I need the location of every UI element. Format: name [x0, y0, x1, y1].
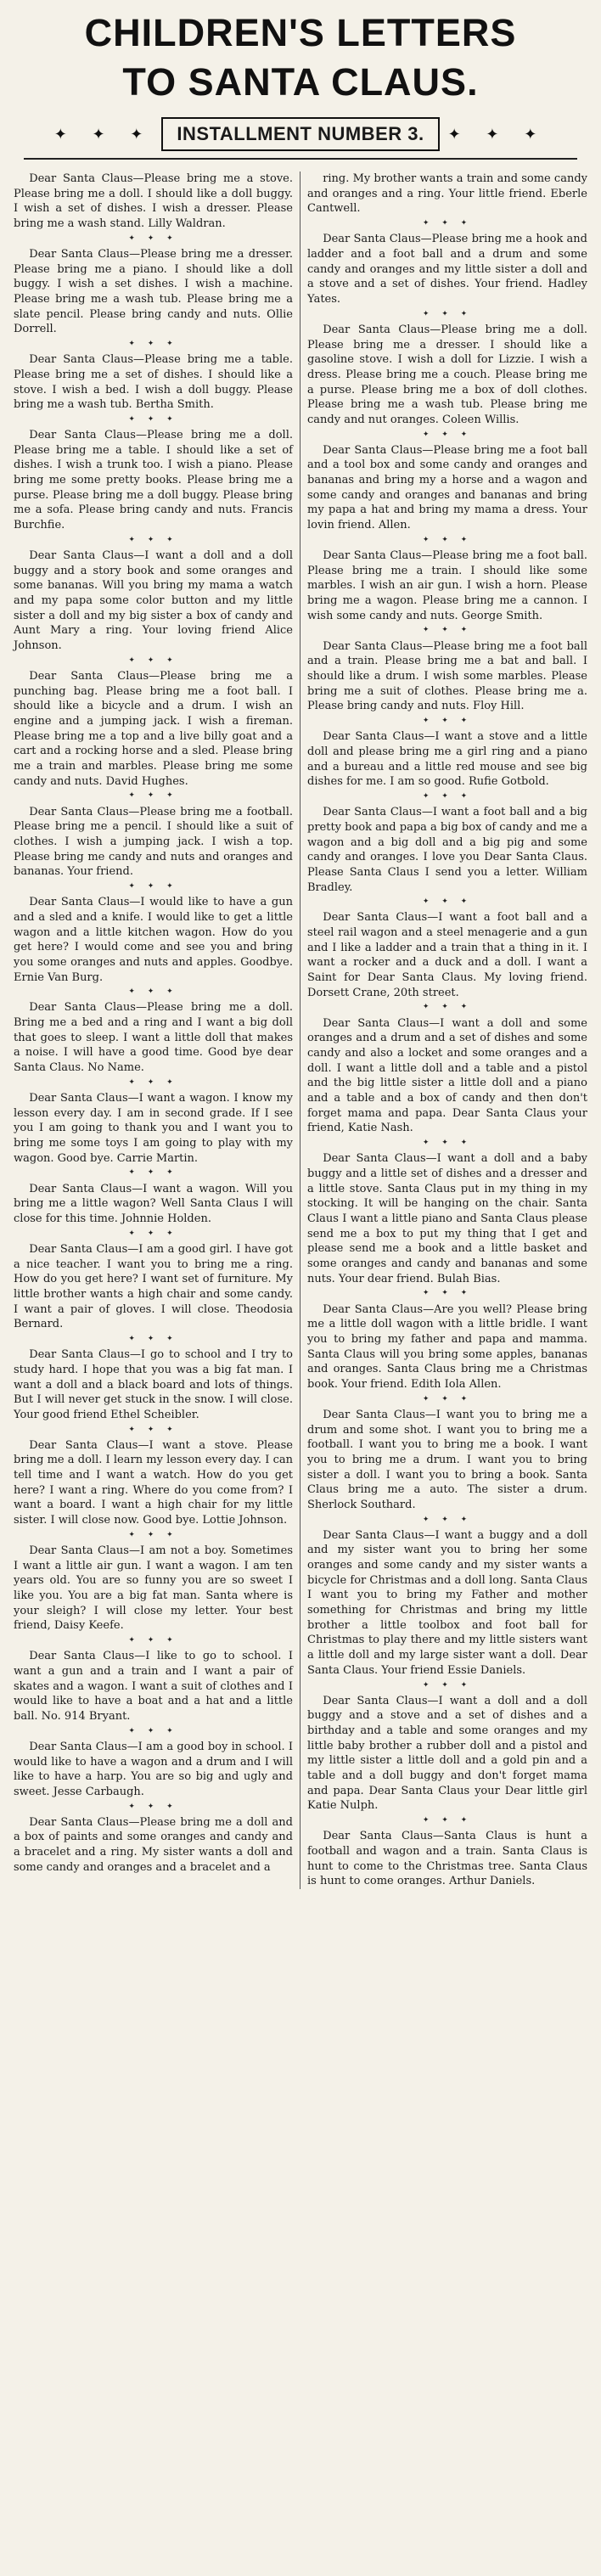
letter-paragraph: Dear Santa Claus—I am a good girl. I have got a nice teacher. I want you to bring me a ring. How do you get here? I want set of furniture. My little brother wants a high chair and some candy. I want a pair of gloves. I will close. Theodosia Bernard.	[14, 1242, 293, 1331]
star-separator: ✦ ✦ ✦	[422, 1394, 473, 1403]
star-separator: ✦ ✦ ✦	[128, 1334, 178, 1343]
star-separator: ✦ ✦ ✦	[128, 987, 178, 997]
star-separator: ✦ ✦ ✦	[128, 414, 178, 424]
star-separator: ✦ ✦ ✦	[422, 535, 473, 544]
star-separator: ✦ ✦ ✦	[422, 626, 473, 635]
star-separator: ✦ ✦ ✦	[422, 717, 473, 725]
star-separator: ✦ ✦ ✦	[128, 1077, 178, 1087]
ornament-left: ✦ ✦ ✦	[53, 125, 154, 143]
letter-paragraph: Dear Santa Claus—I want a stove. Please bring me a doll. I learn my lesson every day. I can tell time and I want a watch. How do you get here? I want a ring. Where do you come from? I want a board. I want a high chair for my little sister. I will close now. Good bye. Lottie Johnson.	[14, 1438, 293, 1527]
letter-paragraph: Dear Santa Claus—I want a doll and a baby buggy and a little set of dishes and a dresser and a little stove. Santa Claus put in my thing in my stocking. It will be hanging on the chair. Santa Claus I want a little piano and Santa Claus please send me a box to put my thing that I get and please send me a book and a little basket and some oranges and candy and bananas and some nuts. Your dear friend. Bulah Bias.	[307, 1152, 587, 1285]
left-column	[7, 172, 300, 1889]
letter-paragraph: Dear Santa Claus—I want a foot ball and a steel rail wagon and a steel menagerie and a gun and I like a ladder and a train that a thing in it. I want a rocker and a duck and a doll. I want a Saint for Dear Santa Claus. My loving friend. Dorsett Crane, 20th street.	[307, 911, 587, 999]
star-separator: ✦ ✦ ✦	[422, 1680, 473, 1690]
letter-paragraph: Dear Santa Claus—I like to go to school. I want a gun and a train and I want a pair of skates and a wagon. I want a suit of clothes and I would like to have a boat and a hat and a little ball. No. 914 Bryant.	[14, 1650, 293, 1723]
star-separator: ✦ ✦ ✦	[422, 309, 473, 318]
letter-paragraph: Dear Santa Claus—Please bring me a doll. Please bring me a dresser. I should like a gasoline stove. I wish a doll for Lizzie. I wish a dress. Please bring me a couch. Please bring me a purse. Please bring me a box of doll clothes. Please bring me a wash tub. Please bring me candy and nut oranges. Coleen Willis.	[307, 323, 587, 426]
star-separator: ✦ ✦ ✦	[422, 1515, 473, 1524]
star-separator: ✦ ✦ ✦	[422, 219, 473, 228]
star-separator: ✦ ✦ ✦	[128, 1229, 178, 1238]
star-separator: ✦ ✦ ✦	[128, 1726, 178, 1735]
letter-paragraph: Dear Santa Claus—Please bring me a foot ball and a train. Please bring me a bat and ball. I should like a drum. I wish some marbles. Please bring me a suit of clothes. Please bring me a. Please bring candy and nuts. Floy Hill.	[307, 639, 587, 713]
letter-paragraph: Dear Santa Claus—Please bring me a football. Please bring me a pencil. I should like a suit of clothes. I wish a jumping jack. I wish a top. Please bring me candy and nuts and oranges and bananas. Your friend.	[14, 805, 293, 879]
letter-paragraph: Dear Santa Claus—Please bring me a doll. Bring me a bed and a ring and I want a big doll that goes to sleep. I want a little doll that makes a noise. I will have a good time. Good bye dear Santa Claus. No Name.	[14, 1001, 293, 1075]
right-column	[300, 172, 594, 1889]
star-separator: ✦ ✦ ✦	[128, 1425, 178, 1434]
star-separator: ✦ ✦ ✦	[128, 535, 178, 544]
star-separator: ✦ ✦ ✦	[128, 881, 178, 891]
letter-paragraph: Dear Santa Claus—I am not a boy. Sometimes I want a little air gun. I want a wagon. I am ten years old. You are so funny you are so sweet I like you. You are a big fat man. Santa where is your sleigh? I will close my letter. Your best friend, Daisy Keefe.	[14, 1544, 293, 1633]
ornament-right: ✦ ✦ ✦	[447, 125, 548, 143]
installment-banner	[7, 115, 594, 153]
star-separator: ✦ ✦ ✦	[128, 1168, 178, 1178]
letter-paragraph: Dear Santa Claus—I am a good boy in school. I would like to have a wagon and a drum and I will like to have a harp. You are so big and ugly and sweet. Jesse Carbaugh.	[14, 1740, 293, 1798]
letter-paragraph: Dear Santa Claus—I want a wagon. I know my lesson every day. I am in second grade. If I see you I am going to thank you and I want you to bring me some toys I am going to play with my wagon. Good bye. Carrie Martin.	[14, 1092, 293, 1165]
letter-paragraph: Dear Santa Claus—Santa Claus is hunt a football and wagon and a train. Santa Claus is hunt to come to the Christmas tree. Santa Claus is hunt to come oranges. Arthur Daniels.	[307, 1830, 587, 1888]
letter-paragraph: Dear Santa Claus—I want a buggy and a doll and my sister want you to bring her some oranges and some candy and my sister wants a bicycle for Christmas and a doll long. Santa Claus I want you to bring my Father and mother something for Christmas and bring my little brother a little toolbox and foot ball for Christmas to play there and my little sisters want a little doll and my large sister want a doll. Dear Santa Claus. Your friend Essie Daniels.	[307, 1528, 587, 1677]
letter-paragraph: Dear Santa Claus—Please bring me a stove. Please bring me a doll. I should like a doll buggy. I wish a set of dishes. I wish a dresser. Please bring me a wash stand. Lilly Waldran.	[14, 172, 293, 231]
star-separator: ✦ ✦ ✦	[422, 1289, 473, 1298]
letter-paragraph: Dear Santa Claus—I want a wagon. Will you bring me a little wagon? Well Santa Claus I will close for this time. Johnnie Holden.	[14, 1182, 293, 1225]
letter-paragraph: Dear Santa Claus—I want a stove and a little doll and please bring me a girl ring and a piano and a bureau and a little red mouse and see big dishes for me. I am so good. Rufie Gotbold.	[307, 730, 587, 789]
headline-line-1: CHILDREN'S LETTERS	[84, 11, 517, 54]
letter-paragraph: Dear Santa Claus—Please bring me a foot ball and a tool box and some candy and oranges and bananas and bring my a horse and a wagon and some candy and oranges and bananas and bring my papa a hat and bring my mama a dress. Your lovin friend. Allen.	[307, 443, 587, 532]
letter-paragraph: Dear Santa Claus—I would like to have a gun and a sled and a knife. I would like to get a little wagon and a little kitchen wagon. How do you get here? I would come and see you and bring you some oranges and nuts and apples. Goodbye. Ernie Van Burg.	[14, 896, 293, 984]
letter-paragraph: Dear Santa Claus—Please bring me a dresser. Please bring me a piano. I should like a doll buggy. I wish a set dishes. I wish a machine. Please bring me a wash tub. Please bring me a slate pencil. Please bring candy and nuts. Ollie Dorrell.	[14, 247, 293, 336]
star-separator: ✦ ✦ ✦	[422, 430, 473, 439]
letter-paragraph: Dear Santa Claus—Please bring me a doll. Please bring me a table. I should like a set of dishes. I wish a trunk too. I wish a piano. Please bring me some pretty books. Please bring me a purse. Please bring me a doll buggy. Please bring me a sofa. Please bring candy and nuts. Francis Burchfie.	[14, 429, 293, 532]
article-columns	[7, 172, 594, 1889]
star-separator: ✦ ✦ ✦	[422, 1003, 473, 1012]
letter-paragraph: Dear Santa Claus—Please bring me a hook and ladder and a foot ball and a drum and some candy and oranges and my little sister a doll and a stove and a set of dishes. Your friend. Hadley Yates.	[307, 233, 587, 306]
letter-paragraph: Dear Santa Claus—I go to school and I try to study hard. I hope that you was a big fat man. I want a doll and a black board and lots of things. But I will never get stuck in the snow. I will close. Your good friend Ethel Scheibler.	[14, 1348, 293, 1421]
star-separator: ✦ ✦ ✦	[422, 1139, 473, 1148]
star-separator: ✦ ✦ ✦	[128, 339, 178, 348]
header-rule	[24, 158, 577, 160]
star-separator: ✦ ✦ ✦	[422, 897, 473, 907]
letter-paragraph: Dear Santa Claus—Please bring me a doll and a box of paints and some oranges and candy and a bracelet and a ring. My sister wants a doll and some candy and oranges and a bracelet and a	[14, 1815, 293, 1874]
letter-paragraph: Dear Santa Claus—Please bring me a table. Please bring me a set of dishes. I should like a stove. I wish a bed. I wish a doll buggy. Please bring me a wash tub. Bertha Smith.	[14, 353, 293, 412]
letter-paragraph: Dear Santa Claus—I want a foot ball and a big pretty book and papa a big box of candy and me a wagon and a big doll and a big pig and some candy and oranges. I love you Dear Santa Claus. Please Santa Claus I send you a letter. William Bradley.	[307, 806, 587, 894]
star-separator: ✦ ✦ ✦	[128, 233, 178, 243]
star-separator: ✦ ✦ ✦	[128, 1802, 178, 1811]
letter-paragraph: Dear Santa Claus—I want a doll and a doll buggy and a story book and some oranges and some bananas. Will you bring my mama a watch and my papa some color button and my little sister a doll and my big sister a box of candy and Aunt Mary a ring. Your loving friend Alice Johnson.	[14, 549, 293, 653]
letter-paragraph: Dear Santa Claus—Please bring me a foot ball. Please bring me a train. I should like some marbles. I wish an air gun. I wish a horn. Please bring me a wagon. Please bring me a cannon. I wish some candy and nuts. George Smith.	[307, 549, 587, 622]
star-separator: ✦ ✦ ✦	[128, 1636, 178, 1645]
star-separator: ✦ ✦ ✦	[422, 791, 473, 801]
installment-label: INSTALLMENT NUMBER 3.	[161, 117, 439, 151]
letter-paragraph: Dear Santa Claus—Are you well? Please bring me a little doll wagon with a little bridle. I want you to bring my father and papa and mamma. Santa Claus will you bring some apples, bananas and oranges. Santa Claus bring me a Christmas book. Your friend. Edith Iola Allen.	[307, 1302, 587, 1391]
headline-line-2: TO SANTA CLAUS.	[122, 60, 479, 104]
headline	[7, 0, 594, 107]
letter-paragraph: Dear Santa Claus—Please bring me a punching bag. Please bring me a foot ball. I should like a bicycle and a drum. I wish an engine and a jumping jack. I wish a fireman. Please bring me a top and a live billy goat and a cart and a rocking horse and a sled. Please bring me a train and marbles. Please bring me some candy and nuts. David Hughes.	[14, 669, 293, 788]
letter-paragraph: Dear Santa Claus—I want you to bring me a drum and some shot. I want you to bring me a football. I want you to bring me a book. I want you to bring me a drum. I want you to bring sister a doll. I want you to bring a book. Santa Claus bring me a auto. The sister a drum. Sherlock Southard.	[307, 1408, 587, 1511]
star-separator: ✦ ✦ ✦	[422, 1816, 473, 1825]
star-separator: ✦ ✦ ✦	[128, 655, 178, 665]
star-separator: ✦ ✦ ✦	[128, 1530, 178, 1539]
star-separator: ✦ ✦ ✦	[128, 791, 178, 801]
letter-paragraph: ring. My brother wants a train and some candy and oranges and a ring. Your little friend. Eberle Cantwell.	[307, 172, 587, 216]
letter-paragraph: Dear Santa Claus—I want a doll and a doll buggy and a stove and a set of dishes and a birthday and a table and some oranges and my little baby brother a rubber doll and a pistol and my little sister a little doll and a gold pin and a table and a doll buggy and don't forget mama and papa. Dear Santa Claus your Dear little girl Katie Nulph.	[307, 1694, 587, 1813]
letter-paragraph: Dear Santa Claus—I want a doll and some oranges and a drum and a set of dishes and some candy and also a locket and some oranges and a doll. I want a little doll and a table and a pistol and the big little sister a little doll and a piano and a table and a box of candy and then don't forget mama and papa. Dear Santa Claus your friend, Katie Nash.	[307, 1016, 587, 1135]
